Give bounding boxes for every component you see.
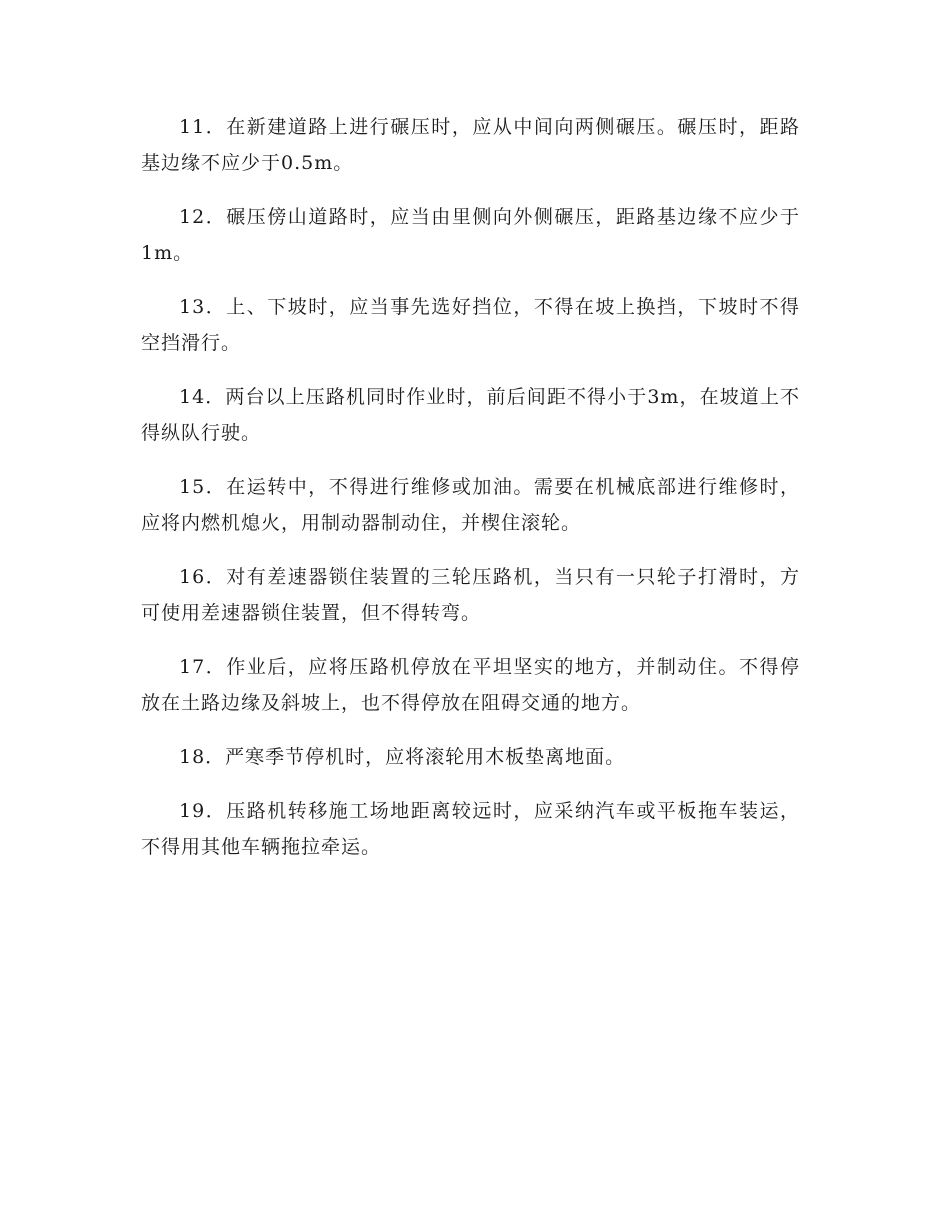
paragraph-19: 19．压路机转移施工场地距离较远时，应采纳汽车或平板拖车装运，不得用其他车辆拖拉牵运。 <box>141 800 800 858</box>
paragraph-13: 13．上、下坡时，应当事先选好挡位，不得在坡上换挡，下坡时不得空挡滑行。 <box>141 296 800 354</box>
paragraph-18: 18．严寒季节停机时，应将滚轮用木板垫离地面。 <box>179 746 626 768</box>
paragraph-14: 14．两台以上压路机同时作业时，前后间距不得小于3m，在坡道上不得纵队行驶。 <box>141 386 800 444</box>
paragraph-11: 11．在新建道路上进行碾压时，应从中间向两侧碾压。碾压时，距路基边缘不应少于0.5m。 <box>141 116 800 174</box>
paragraph-17: 17．作业后，应将压路机停放在平坦坚实的地方，并制动住。不得停放在土路边缘及斜坡上，也不得停放在阻碍交通的地方。 <box>141 656 800 714</box>
paragraph-12: 12．碾压傍山道路时，应当由里侧向外侧碾压，距路基边缘不应少于1m。 <box>141 206 800 264</box>
paragraph-16: 16．对有差速器锁住装置的三轮压路机，当只有一只轮子打滑时，方可使用差速器锁住装置，但不得转弯。 <box>141 566 800 624</box>
paragraph-15: 15．在运转中，不得进行维修或加油。需要在机械底部进行维修时，应将内燃机熄火，用制动器制动住，并楔住滚轮。 <box>141 476 800 534</box>
